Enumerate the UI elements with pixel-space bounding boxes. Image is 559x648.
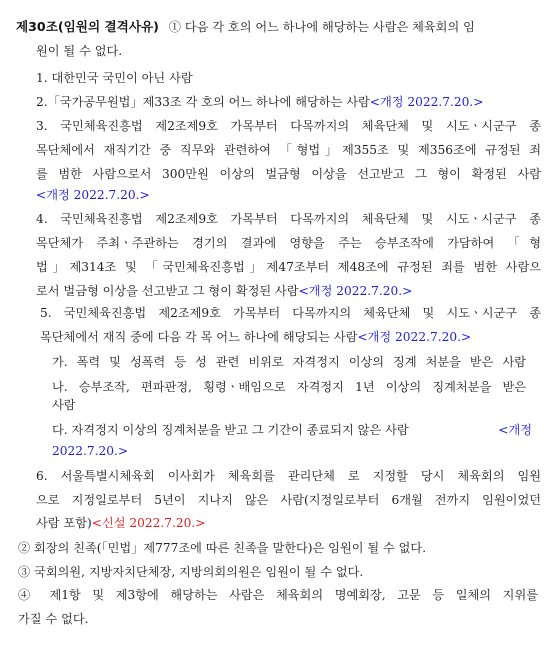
item-6-line-2: 으로 지정일로부터 5년이 지나지 않은 사람(지정일로부터 6개월 전까지 임원이었던 bbox=[36, 493, 541, 507]
item-5-line-2 bbox=[40, 329, 471, 345]
item-2-amend: <개정 2022.7.20.> bbox=[369, 95, 484, 109]
paragraph-2: ② 회장의 친족(「민법」제777조에 따른 친족을 말한다)은 임원이 될 수 없다. bbox=[18, 541, 427, 555]
subitem-da-line-1 bbox=[52, 422, 532, 438]
subitem-da-amend-date: 2022.7.20.> bbox=[52, 444, 129, 458]
item-4-line-2: 목단체가 주최ㆍ주관하는 경기의 결과에 영향을 주는 승부조작에 가담하여 「형 bbox=[36, 236, 541, 250]
item-4-text: 로서 벌금형 이상을 선고받고 그 형이 확정된 사람 bbox=[36, 284, 299, 298]
item-2-text: 2.「국가공무원법」제33조 각 호의 어느 하나에 해당하는 사람 bbox=[36, 95, 370, 109]
item-1: 1. 대한민국 국민이 아닌 사람 bbox=[36, 71, 193, 85]
item-5-line-1: 5. 국민체육진흥법 제2조제9호 가목부터 다목까지의 체육단체 및 시도ㆍ시군구 종 bbox=[40, 306, 541, 320]
item-4-line-3: 법」제314조 및 「국민체육진흥법」제47조부터 제48조에 규정된 죄를 범한 사람으 bbox=[36, 260, 541, 274]
item-2 bbox=[36, 94, 484, 110]
paragraph-1-text: ① 다음 각 호의 어느 하나에 해당하는 사람은 체육회의 임 bbox=[168, 20, 475, 34]
subitem-da-amend: <개정 bbox=[498, 423, 532, 437]
item-5-amend: <개정 2022.7.20.> bbox=[357, 330, 472, 344]
item-4-line-4 bbox=[36, 283, 412, 299]
article-first-line bbox=[16, 19, 542, 35]
item-3-line-1: 3. 국민체육진흥법 제2조제9호 가목부터 다목까지의 체육단체 및 시도ㆍ시군구 종 bbox=[36, 119, 541, 133]
article-heading: 제30조(임원의 결격사유) bbox=[16, 19, 159, 34]
subitem-da-text: 다. 자격정지 이상의 징계처분을 받고 그 기간이 종료되지 않은 사람 bbox=[52, 423, 409, 437]
subitem-ga: 가. 폭력 및 성폭력 등 성 관련 비위로 자격정지 이상의 징계 처분을 받은 사람 bbox=[52, 355, 526, 369]
item-4-line-1: 4. 국민체육진흥법 제2조제9호 가목부터 다목까지의 체육단체 및 시도ㆍ시군구 종 bbox=[36, 212, 541, 226]
item-6-line-1: 6. 서울특별시체육회 이사회가 체육회를 관리단체 로 지정할 당시 체육회의 임원 bbox=[36, 469, 541, 483]
paragraph-3: ③ 국회의원, 지방자치단체장, 지방의회의원은 임원이 될 수 없다. bbox=[18, 565, 364, 579]
item-6-line-3 bbox=[36, 515, 205, 531]
item-6-text: 사람 포함) bbox=[36, 516, 92, 530]
item-4-amend: <개정 2022.7.20.> bbox=[298, 284, 413, 298]
paragraph-4-line-1: ④ 제1항 및 제3항에 해당하는 사람은 체육회의 명예회장, 고문 등 일체의 지위를 bbox=[18, 588, 538, 602]
paragraph-1-cont: 원이 될 수 없다. bbox=[36, 44, 123, 58]
subitem-na-line-2: 사람 bbox=[52, 398, 76, 412]
item-5-text: 목단체에서 재직 중에 다음 각 목 어느 하나에 해당되는 사람 bbox=[40, 330, 358, 344]
item-3-line-3: 를 범한 사람으로서 300만원 이상의 벌금형 이상을 선고받고 그 형이 확정된 사람 bbox=[36, 167, 541, 181]
item-6-newclause: <신설 2022.7.20.> bbox=[91, 516, 206, 530]
subitem-na-line-1: 나. 승부조작, 편파판정, 횡령ㆍ배임으로 자격정지 1년 이상의 징계처분을 받은 bbox=[52, 380, 526, 394]
paragraph-4-line-2: 가질 수 없다. bbox=[18, 612, 89, 626]
item-3-amend: <개정 2022.7.20.> bbox=[36, 188, 150, 202]
item-3-line-2: 목단체에서 재직기간 중 직무와 관련하여 「형법」제355조 및 제356조에 규정된 죄 bbox=[36, 143, 541, 157]
